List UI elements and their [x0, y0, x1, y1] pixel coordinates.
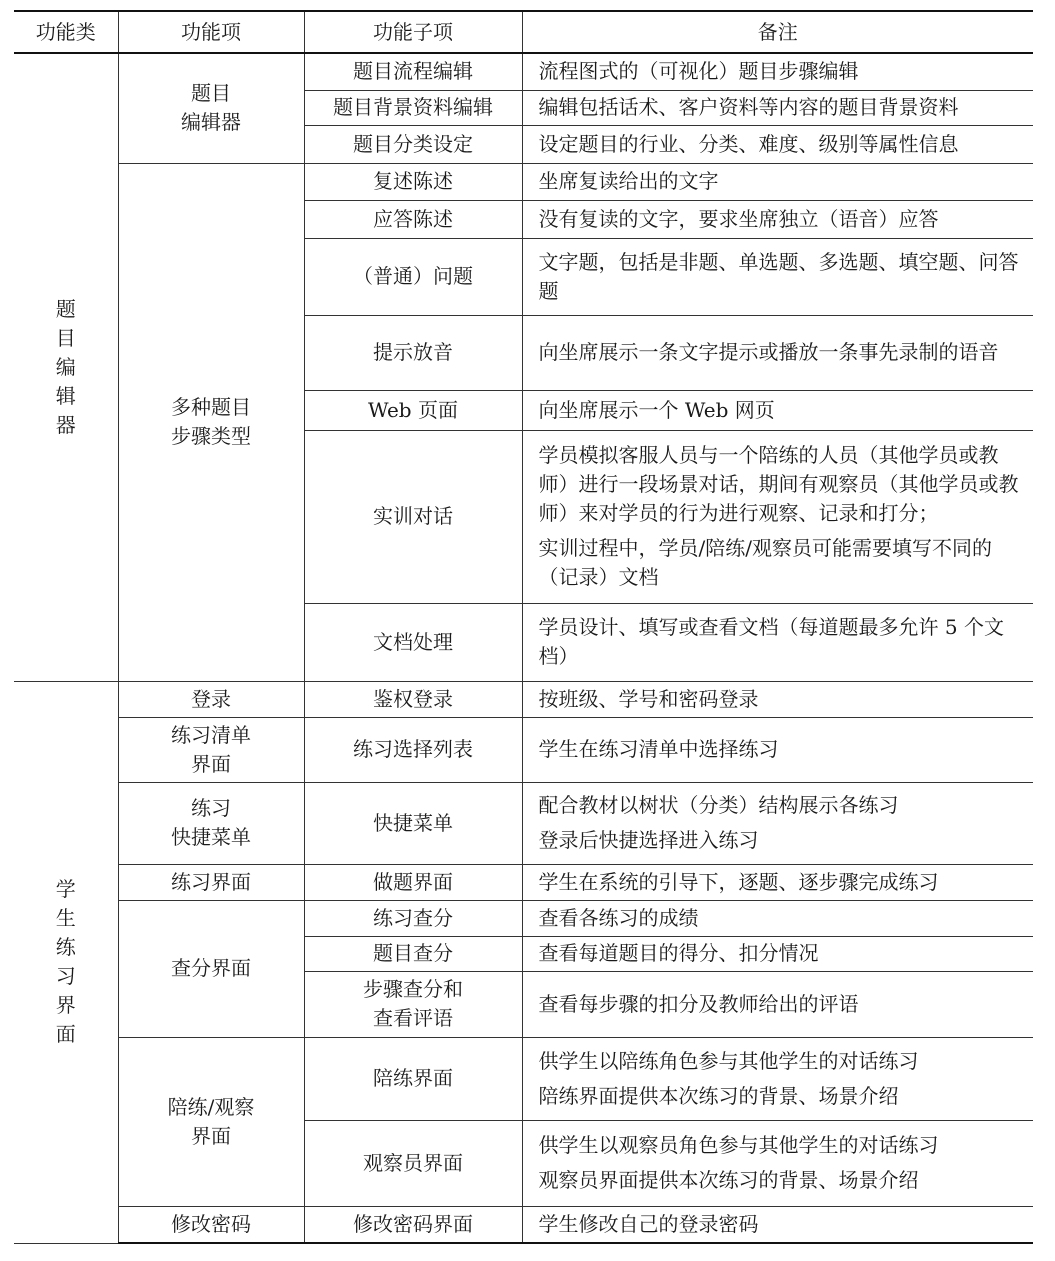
subitem-cell: 修改密码界面	[304, 1206, 522, 1243]
note-cell	[522, 315, 1033, 390]
item-partner-observer: 陪练/观察 界面	[118, 1037, 304, 1206]
note-text: 按班级、学号和密码登录	[538, 686, 759, 711]
note-text: 学员模拟客服人员与一个陪练的人员（其他学员或教师）进行一段场景对话，期间有观察员（其他学员或教师）来对学员的行为进行观察、记录和打分；	[538, 443, 1019, 525]
subitem-cell: 文档处理	[304, 603, 522, 681]
table-row	[14, 1037, 1033, 1120]
header-item: 功能项	[118, 11, 304, 53]
item-practice-ui: 练习界面	[118, 864, 304, 900]
table-row	[14, 53, 1033, 90]
subitem-cell: 题目流程编辑	[304, 53, 522, 90]
category-cell	[14, 53, 118, 681]
subitem-cell: 练习选择列表	[304, 717, 522, 782]
note-text: 查看每步骤的扣分及教师给出的评语	[538, 991, 859, 1016]
note-text: 学员设计、填写或查看文档（每道题最多允许 5 个文档）	[538, 615, 1004, 668]
note-text: 坐席复读给出的文字	[538, 169, 719, 193]
subitem-cell: 题目查分	[304, 936, 522, 971]
note-text: 陪练界面提供本次练习的背景、场景介绍	[538, 1083, 899, 1108]
note-text: 实训过程中，学员/陪练/观察员可能需要填写不同的（记录）文档	[538, 536, 992, 589]
note-text: 没有复读的文字，要求坐席独立（语音）应答	[538, 206, 939, 231]
category-student: 学 生 练 习 界 面	[55, 877, 76, 1046]
table-row	[14, 1206, 1033, 1243]
note-cell	[522, 430, 1033, 603]
note-cell	[522, 681, 1033, 717]
item-login: 登录	[118, 681, 304, 717]
subitem-cell: 实训对话	[304, 430, 522, 603]
note-text: 编辑包括话术、客户资料等内容的题目背景资料	[538, 95, 959, 119]
note-cell	[522, 163, 1033, 200]
note-cell	[522, 238, 1033, 315]
category-cell	[14, 681, 118, 1243]
header-subitem: 功能子项	[304, 11, 522, 53]
note-cell	[522, 1037, 1033, 1120]
note-cell	[522, 864, 1033, 900]
subitem-cell: 题目分类设定	[304, 125, 522, 163]
note-text: 向坐席展示一条文字提示或播放一条事先录制的语音	[538, 340, 999, 364]
subitem-cell: 观察员界面	[304, 1120, 522, 1206]
note-text: 配合教材以树状（分类）结构展示各练习	[538, 793, 899, 817]
header-row	[14, 11, 1033, 53]
subitem-cell: 步骤查分和 查看评语	[304, 971, 522, 1037]
table-row	[14, 717, 1033, 782]
note-text: 学生在练习清单中选择练习	[538, 737, 779, 761]
note-text: 查看每道题目的得分、扣分情况	[538, 941, 819, 965]
table-row	[14, 900, 1033, 936]
note-text: 登录后快捷选择进入练习	[538, 828, 759, 852]
note-cell	[522, 125, 1033, 163]
note-text: 观察员界面提供本次练习的背景、场景介绍	[538, 1168, 919, 1192]
subitem-cell: Web 页面	[304, 390, 522, 430]
note-text: 学生修改自己的登录密码	[538, 1211, 759, 1236]
table-row	[14, 163, 1033, 200]
table-row	[14, 782, 1033, 864]
subitem-cell: 题目背景资料编辑	[304, 90, 522, 125]
item-practice-list: 练习清单 界面	[118, 717, 304, 782]
note-text: 设定题目的行业、分类、难度、级别等属性信息	[538, 131, 959, 156]
table-row	[14, 681, 1033, 717]
subitem-cell: 做题界面	[304, 864, 522, 900]
note-cell	[522, 603, 1033, 681]
item-shortcut-menu: 练习 快捷菜单	[118, 782, 304, 864]
note-text: 供学生以陪练角色参与其他学生的对话练习	[538, 1048, 919, 1073]
subitem-cell: 鉴权登录	[304, 681, 522, 717]
table-row	[14, 864, 1033, 900]
note-cell	[522, 971, 1033, 1037]
note-cell	[522, 90, 1033, 125]
note-cell	[522, 936, 1033, 971]
subitem-cell: 陪练界面	[304, 1037, 522, 1120]
note-text: 向坐席展示一个 Web 网页	[538, 397, 775, 422]
subitem-cell: 复述陈述	[304, 163, 522, 200]
note-cell	[522, 390, 1033, 430]
note-cell	[522, 717, 1033, 782]
note-cell	[522, 200, 1033, 238]
note-text: 学生在系统的引导下，逐题、逐步骤完成练习	[538, 869, 939, 894]
subitem-cell: 快捷菜单	[304, 782, 522, 864]
header-category: 功能类	[14, 11, 118, 53]
function-table	[14, 10, 1033, 1244]
note-text: 流程图式的（可视化）题目步骤编辑	[538, 59, 859, 84]
note-text: 文字题，包括是非题、单选题、多选题、填空题、问答题	[538, 249, 1019, 303]
note-text: 查看各练习的成绩	[538, 905, 699, 930]
item-step-types: 多种题目 步骤类型	[118, 163, 304, 681]
category-editor: 题 目 编 辑 器	[55, 296, 76, 437]
subitem-cell: 提示放音	[304, 315, 522, 390]
note-text: 供学生以观察员角色参与其他学生的对话练习	[538, 1133, 939, 1157]
note-cell	[522, 900, 1033, 936]
note-cell	[522, 53, 1033, 90]
header-note: 备注	[522, 11, 1033, 53]
item-change-password: 修改密码	[118, 1206, 304, 1243]
note-cell	[522, 1120, 1033, 1206]
item-score-ui: 查分界面	[118, 900, 304, 1037]
subitem-cell: 应答陈述	[304, 200, 522, 238]
note-cell	[522, 782, 1033, 864]
note-cell	[522, 1206, 1033, 1243]
item-topic-editor: 题目 编辑器	[118, 53, 304, 163]
subitem-cell: （普通）问题	[304, 238, 522, 315]
subitem-cell: 练习查分	[304, 900, 522, 936]
